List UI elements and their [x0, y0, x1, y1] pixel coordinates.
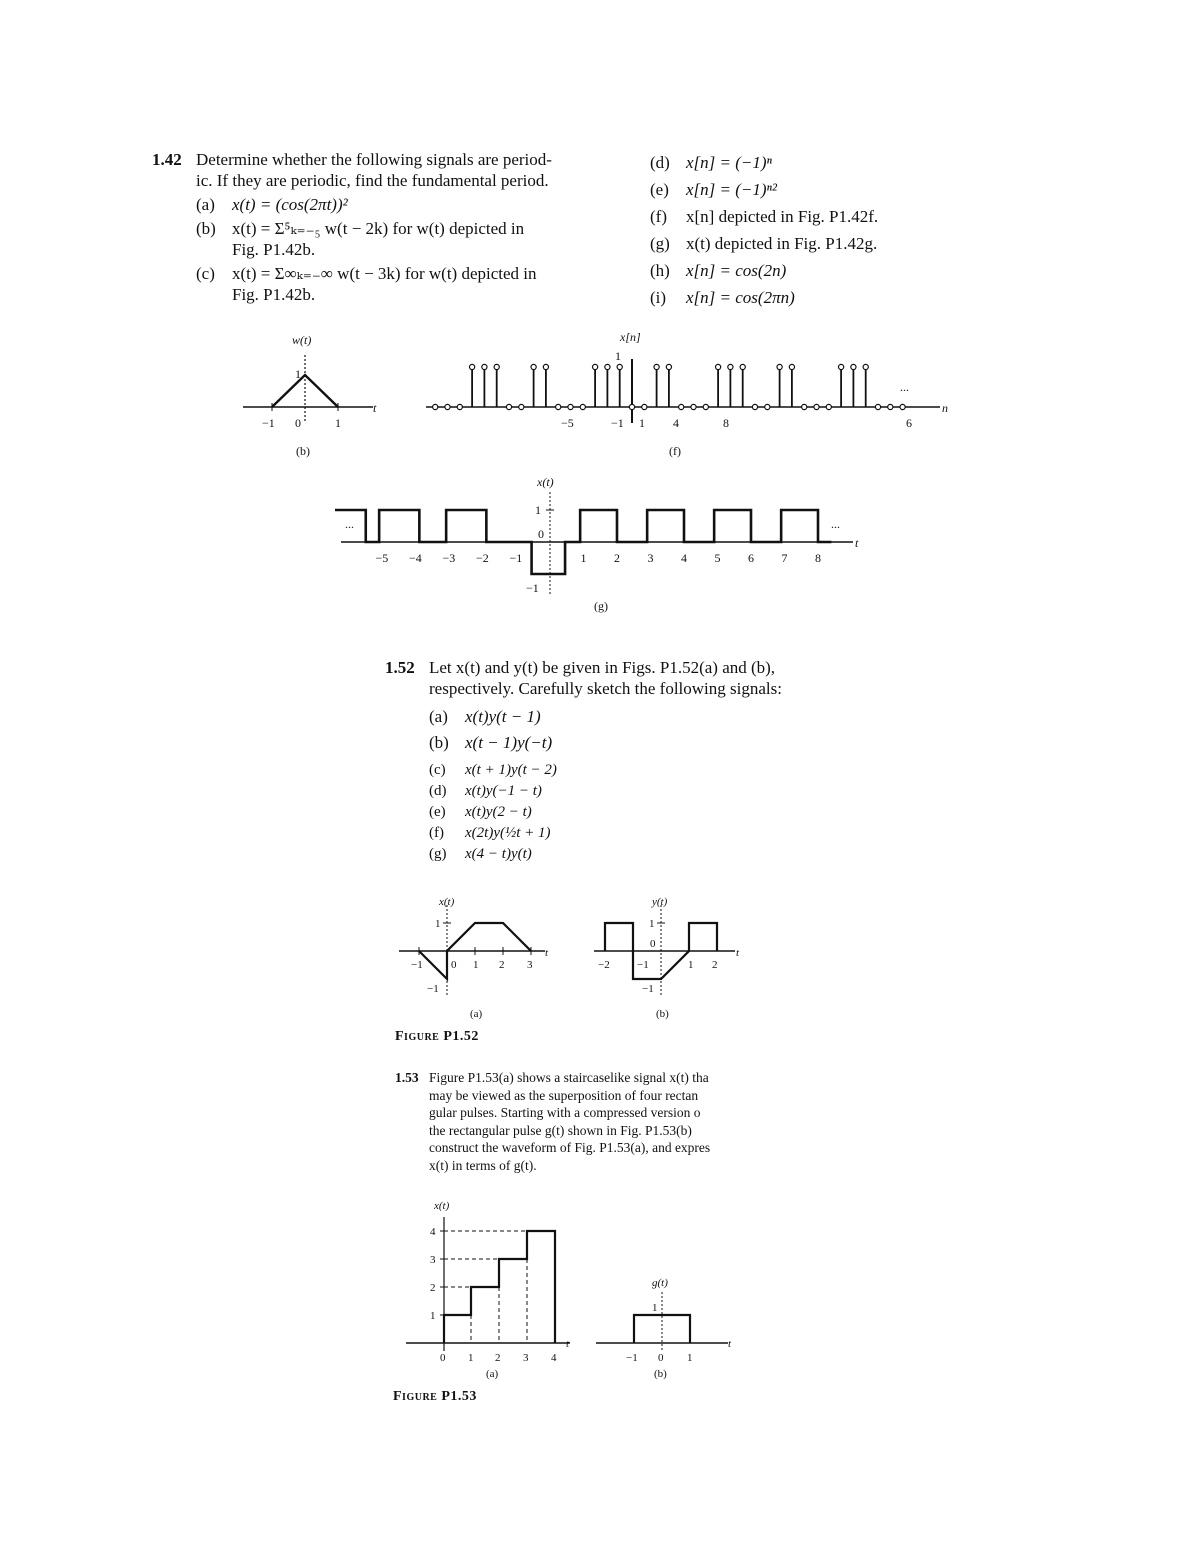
- stem-group: [433, 364, 906, 409]
- y-tick-label: 2: [430, 1282, 436, 1294]
- figure-caption: (a): [470, 1008, 483, 1020]
- stem-marker: [482, 364, 487, 369]
- stem-marker: [863, 364, 868, 369]
- x-tick-label: 1: [468, 1352, 474, 1364]
- zero-marker: [506, 404, 511, 409]
- zero-marker: [691, 404, 696, 409]
- problem-item-d: [650, 149, 950, 176]
- tick-label: 8: [815, 551, 821, 565]
- y-label: x(t): [537, 475, 554, 489]
- item-label: (h): [650, 261, 670, 280]
- zero-marker: [457, 404, 462, 409]
- tick-label: 1: [687, 1352, 693, 1364]
- zero-marker: [888, 404, 893, 409]
- item-text: x(t) = Σ∞ₖ₌₋∞ w(t − 3k) for w(t) depicted in: [232, 264, 537, 283]
- tick-label: 2: [712, 959, 718, 971]
- zero-marker: [814, 404, 819, 409]
- tick-label: −5: [561, 416, 574, 430]
- problem-1-53: [395, 1069, 765, 1174]
- ellipsis: ...: [900, 380, 909, 394]
- problem-item-b: [429, 730, 782, 756]
- ellipsis-left: ...: [345, 517, 354, 531]
- item-label: (i): [650, 288, 667, 307]
- problem-item-c: [196, 263, 552, 284]
- figure-p1-42b: [235, 325, 395, 465]
- minus-one-label: −1: [642, 983, 654, 995]
- zero-marker: [629, 404, 634, 409]
- item-b-continuation: Fig. P1.42b.: [232, 240, 316, 259]
- x-tick-label: 2: [495, 1352, 501, 1364]
- tick-label: −3: [442, 551, 456, 565]
- x-tick-label: 4: [551, 1352, 557, 1364]
- stem-marker: [839, 364, 844, 369]
- zero-marker: [875, 404, 880, 409]
- zero-label: 0: [650, 938, 656, 950]
- problem-item-d: [429, 781, 782, 802]
- stem-marker: [666, 364, 671, 369]
- tick-label: −1: [611, 416, 624, 430]
- figure-p1-52a: [395, 895, 565, 1025]
- stem-marker: [543, 364, 548, 369]
- problem-item-a: [429, 704, 782, 730]
- tick-label: −1: [509, 551, 523, 565]
- stem-marker: [494, 364, 499, 369]
- problem-line: gular pulses. Starting with a compressed version o: [429, 1105, 701, 1120]
- zero-marker: [445, 404, 450, 409]
- item-text: x(t − 1)y(−t): [465, 733, 553, 752]
- problem-number: 1.52: [385, 658, 415, 677]
- item-label: (a): [196, 195, 215, 214]
- stem-marker: [617, 364, 622, 369]
- minus-one-label: −1: [526, 581, 539, 595]
- item-text: x[n] = (−1)ⁿ²: [686, 180, 777, 199]
- stem-marker: [740, 364, 745, 369]
- item-text: x(t + 1)y(t − 2): [465, 762, 557, 778]
- problem-line: the rectangular pulse g(t) shown in Fig. P1.53(b): [429, 1122, 692, 1138]
- stem-marker: [593, 364, 598, 369]
- problem-item-b: [196, 218, 552, 239]
- problem-item-a: [196, 194, 552, 215]
- figure-p1-53b: [590, 1270, 750, 1385]
- x-label: t: [566, 1338, 570, 1350]
- item-label: (d): [429, 783, 447, 799]
- y-tick-label: 3: [430, 1254, 436, 1266]
- item-label: (f): [429, 825, 444, 841]
- x-label: n: [942, 401, 948, 415]
- tick-label: 6: [906, 416, 912, 430]
- one-label: 1: [435, 918, 441, 930]
- item-text: x[n] = cos(2πn): [686, 288, 795, 307]
- item-label: (c): [429, 762, 446, 778]
- zero-marker: [642, 404, 647, 409]
- one-label: 1: [649, 918, 655, 930]
- problem-number: 1.53: [395, 1070, 419, 1085]
- item-text: x(t)y(2 − t): [465, 804, 532, 820]
- minus-one-label: −1: [427, 983, 439, 995]
- stem-marker: [728, 364, 733, 369]
- ellipsis-right: ...: [831, 517, 840, 531]
- stem-marker: [654, 364, 659, 369]
- problem-1-42-right: [650, 149, 950, 311]
- zero-marker: [765, 404, 770, 409]
- tick-label-group: [376, 551, 822, 565]
- tick-label: 7: [781, 551, 788, 565]
- y-label: x(t): [434, 1200, 450, 1212]
- y-label: w(t): [292, 333, 312, 347]
- zero-marker: [568, 404, 573, 409]
- tick-label: 3: [527, 959, 533, 971]
- problem-item-f: [650, 203, 950, 230]
- tick-label: −1: [262, 416, 275, 430]
- figure-p1-42g: [335, 470, 875, 620]
- item-label: (g): [429, 846, 447, 862]
- problem-line: construct the waveform of Fig. P1.53(a), and expres: [429, 1140, 711, 1155]
- stem-marker: [777, 364, 782, 369]
- item-text: x(t) depicted in Fig. P1.42g.: [686, 234, 878, 253]
- figure-caption: (f): [669, 444, 681, 458]
- tick-label: −2: [476, 551, 489, 565]
- y-label: x[n]: [620, 330, 641, 344]
- item-text: x(4 − t)y(t): [465, 846, 532, 862]
- x-label: t: [736, 947, 740, 959]
- problem-1-42-left: [152, 149, 602, 305]
- zero-marker: [519, 404, 524, 409]
- problem-number: 1.42: [152, 150, 182, 169]
- problem-line: may be viewed as the superposition of four rectan: [429, 1087, 699, 1103]
- problem-intro-line2: ic. If they are periodic, find the fundamental period.: [196, 171, 549, 190]
- item-text: x(2t)y(½t + 1): [465, 825, 551, 841]
- tick-label: −1: [411, 959, 423, 971]
- item-text: x(t) = Σ⁵ₖ₌₋₅ w(t − 2k) for w(t) depicted in: [232, 219, 525, 238]
- tick-label: −1: [637, 959, 649, 971]
- y-tick-label: 1: [430, 1310, 436, 1322]
- zero-marker: [679, 404, 684, 409]
- item-label: (e): [429, 804, 446, 820]
- tick-label: 4: [681, 551, 687, 565]
- problem-intro-line1: Let x(t) and y(t) be given in Figs. P1.52(a) and (b),: [429, 658, 776, 677]
- tick-label: 1: [639, 416, 645, 430]
- problem-1-52: [385, 657, 845, 865]
- zero-marker: [580, 404, 585, 409]
- tick-label: 1: [688, 959, 694, 971]
- peak-label: 1: [295, 367, 301, 381]
- stem-marker: [716, 364, 721, 369]
- y-label: x(t): [439, 896, 455, 908]
- one-label: 1: [535, 503, 541, 517]
- item-text: x[n] depicted in Fig. P1.42f.: [686, 207, 879, 226]
- zero-marker: [433, 404, 438, 409]
- stem-marker: [605, 364, 610, 369]
- stem-marker: [470, 364, 475, 369]
- figure-p1-53a: [400, 1195, 585, 1385]
- item-label: (e): [650, 180, 669, 199]
- zero-marker: [752, 404, 757, 409]
- zero-marker: [703, 404, 708, 409]
- problem-item-c: [429, 760, 782, 781]
- tick-label: −1: [626, 1352, 638, 1364]
- tick-label: 2: [614, 551, 620, 565]
- zero-label: 0: [538, 527, 544, 541]
- figure-caption: (b): [656, 1008, 669, 1020]
- one-label: 1: [615, 349, 621, 363]
- tick-label: 1: [580, 551, 587, 565]
- tick-label: 1: [335, 416, 341, 430]
- problem-item-i: [650, 284, 950, 311]
- item-label: (f): [650, 207, 667, 226]
- tick-label: 0: [658, 1352, 664, 1364]
- figure-p1-42f: [420, 325, 960, 465]
- tick-label: 4: [673, 416, 679, 430]
- problem-item-g: [429, 844, 782, 865]
- x-label: t: [373, 401, 377, 415]
- tick-label: −5: [375, 551, 389, 565]
- tick-label: 0: [451, 959, 457, 971]
- y-label: y(t): [652, 896, 668, 908]
- problem-line: Figure P1.53(a) shows a staircaselike signal x(t) tha: [429, 1070, 709, 1085]
- y-tick-label: 4: [430, 1226, 436, 1238]
- figure-caption-p1-52: Figure P1.52: [395, 1029, 479, 1044]
- item-label: (a): [429, 707, 448, 726]
- item-text: x(t) = (cos(2πt))²: [232, 195, 348, 214]
- item-text: x(t)y(t − 1): [465, 707, 541, 726]
- zero-marker: [556, 404, 561, 409]
- tick-label: 2: [499, 959, 505, 971]
- x-label: t: [545, 947, 549, 959]
- figure-caption: (b): [296, 444, 310, 458]
- problem-item-f: [429, 823, 782, 844]
- figure-caption: (g): [594, 599, 608, 613]
- item-text: x(t)y(−1 − t): [465, 783, 542, 799]
- item-label: (b): [196, 219, 216, 238]
- x-tick-label: 3: [523, 1352, 529, 1364]
- figure-caption: (b): [654, 1368, 667, 1380]
- zero-marker: [826, 404, 831, 409]
- tick-label: 1: [473, 959, 479, 971]
- tick-label: −2: [598, 959, 610, 971]
- x-label: t: [728, 1338, 732, 1350]
- stem-marker: [851, 364, 856, 369]
- item-label: (c): [196, 264, 215, 283]
- problem-item-g: [650, 230, 950, 257]
- item-label: (g): [650, 234, 670, 253]
- tick-label: 3: [647, 551, 654, 565]
- item-label: (d): [650, 153, 670, 172]
- x-label: t: [855, 536, 859, 550]
- tick-label: 6: [748, 551, 754, 565]
- x-tick-label: 0: [440, 1352, 446, 1364]
- item-label: (b): [429, 733, 449, 752]
- zero-marker: [802, 404, 807, 409]
- stem-marker: [789, 364, 794, 369]
- stem-marker: [531, 364, 536, 369]
- item-text: x[n] = (−1)ⁿ: [686, 153, 772, 172]
- figure-p1-52b: [590, 895, 750, 1025]
- tick-label: −4: [409, 551, 422, 565]
- figure-caption-p1-53: Figure P1.53: [393, 1389, 477, 1404]
- zero-marker: [900, 404, 905, 409]
- tick-label: 0: [295, 416, 301, 430]
- problem-item-h: [650, 257, 950, 284]
- problem-line: x(t) in terms of g(t).: [429, 1157, 537, 1173]
- problem-intro-line2: respectively. Carefully sketch the following signals:: [429, 679, 782, 698]
- problem-item-e: [650, 176, 950, 203]
- problem-intro-line1: Determine whether the following signals are period-: [196, 150, 552, 169]
- tick-label: 5: [714, 551, 721, 565]
- figure-caption: (a): [486, 1368, 499, 1380]
- one-label: 1: [652, 1302, 658, 1314]
- problem-item-e: [429, 802, 782, 823]
- item-text: x[n] = cos(2n): [686, 261, 787, 280]
- tick-label: 8: [723, 416, 729, 430]
- item-c-continuation: Fig. P1.42b.: [232, 285, 316, 304]
- y-label: g(t): [652, 1277, 668, 1289]
